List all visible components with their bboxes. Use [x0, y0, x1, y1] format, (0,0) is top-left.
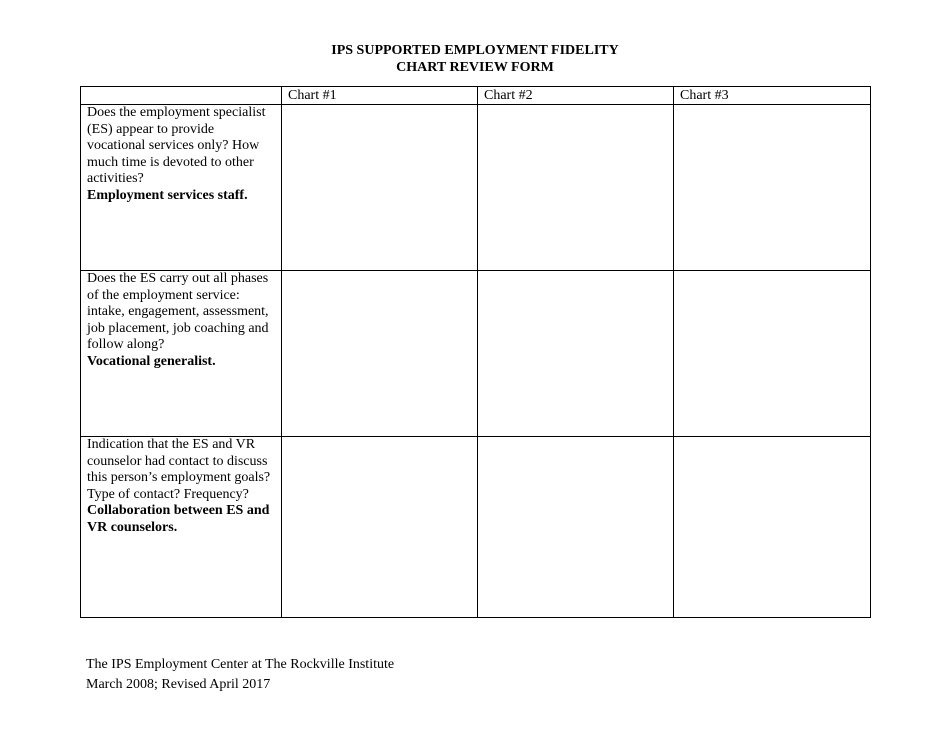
- question-text: Does the ES carry out all phases of the employment service: intake, engagement, assessment, job placement, job coaching and follow along?: [87, 271, 269, 352]
- question-cell: [81, 437, 282, 618]
- chart-3-entry-cell[interactable]: [674, 271, 871, 437]
- question-cell: [81, 105, 282, 271]
- chart-3-entry-cell[interactable]: [674, 437, 871, 618]
- table-row: [81, 437, 871, 618]
- question-text: Indication that the ES and VR counselor had contact to discuss this person’s employment goals? Type of contact? Frequency?: [87, 437, 271, 502]
- question-text: Does the employment specialist (ES) appear to provide vocational services only? How much time is devoted to other activities?: [87, 105, 266, 186]
- chart-3-entry-cell[interactable]: [674, 105, 871, 271]
- form-title-line2: CHART REVIEW FORM: [396, 60, 554, 75]
- criterion-label: Collaboration between ES and VR counselors.: [87, 503, 270, 535]
- header-cell-chart-2: Chart #2: [478, 87, 674, 105]
- header-cell-chart-3: Chart #3: [674, 87, 871, 105]
- footer-organization: The IPS Employment Center at The Rockville Institute: [86, 657, 395, 672]
- table-header-row: [81, 87, 871, 105]
- question-cell: [81, 271, 282, 437]
- chart-2-entry-cell[interactable]: [478, 437, 674, 618]
- form-title-line1: IPS SUPPORTED EMPLOYMENT FIDELITY: [331, 43, 619, 58]
- criterion-label: Vocational generalist.: [87, 353, 216, 369]
- table-row: [81, 105, 871, 271]
- criterion-label: Employment services staff.: [87, 187, 248, 203]
- chart-2-entry-cell[interactable]: [478, 105, 674, 271]
- header-cell-blank: [81, 87, 282, 105]
- header-cell-chart-1: Chart #1: [282, 87, 478, 105]
- table-row: [81, 271, 871, 437]
- footer-date: March 2008; Revised April 2017: [86, 677, 271, 692]
- chart-1-entry-cell[interactable]: [282, 271, 478, 437]
- chart-2-entry-cell[interactable]: [478, 271, 674, 437]
- chart-1-entry-cell[interactable]: [282, 105, 478, 271]
- chart-1-entry-cell[interactable]: [282, 437, 478, 618]
- chart-review-table: [80, 86, 871, 618]
